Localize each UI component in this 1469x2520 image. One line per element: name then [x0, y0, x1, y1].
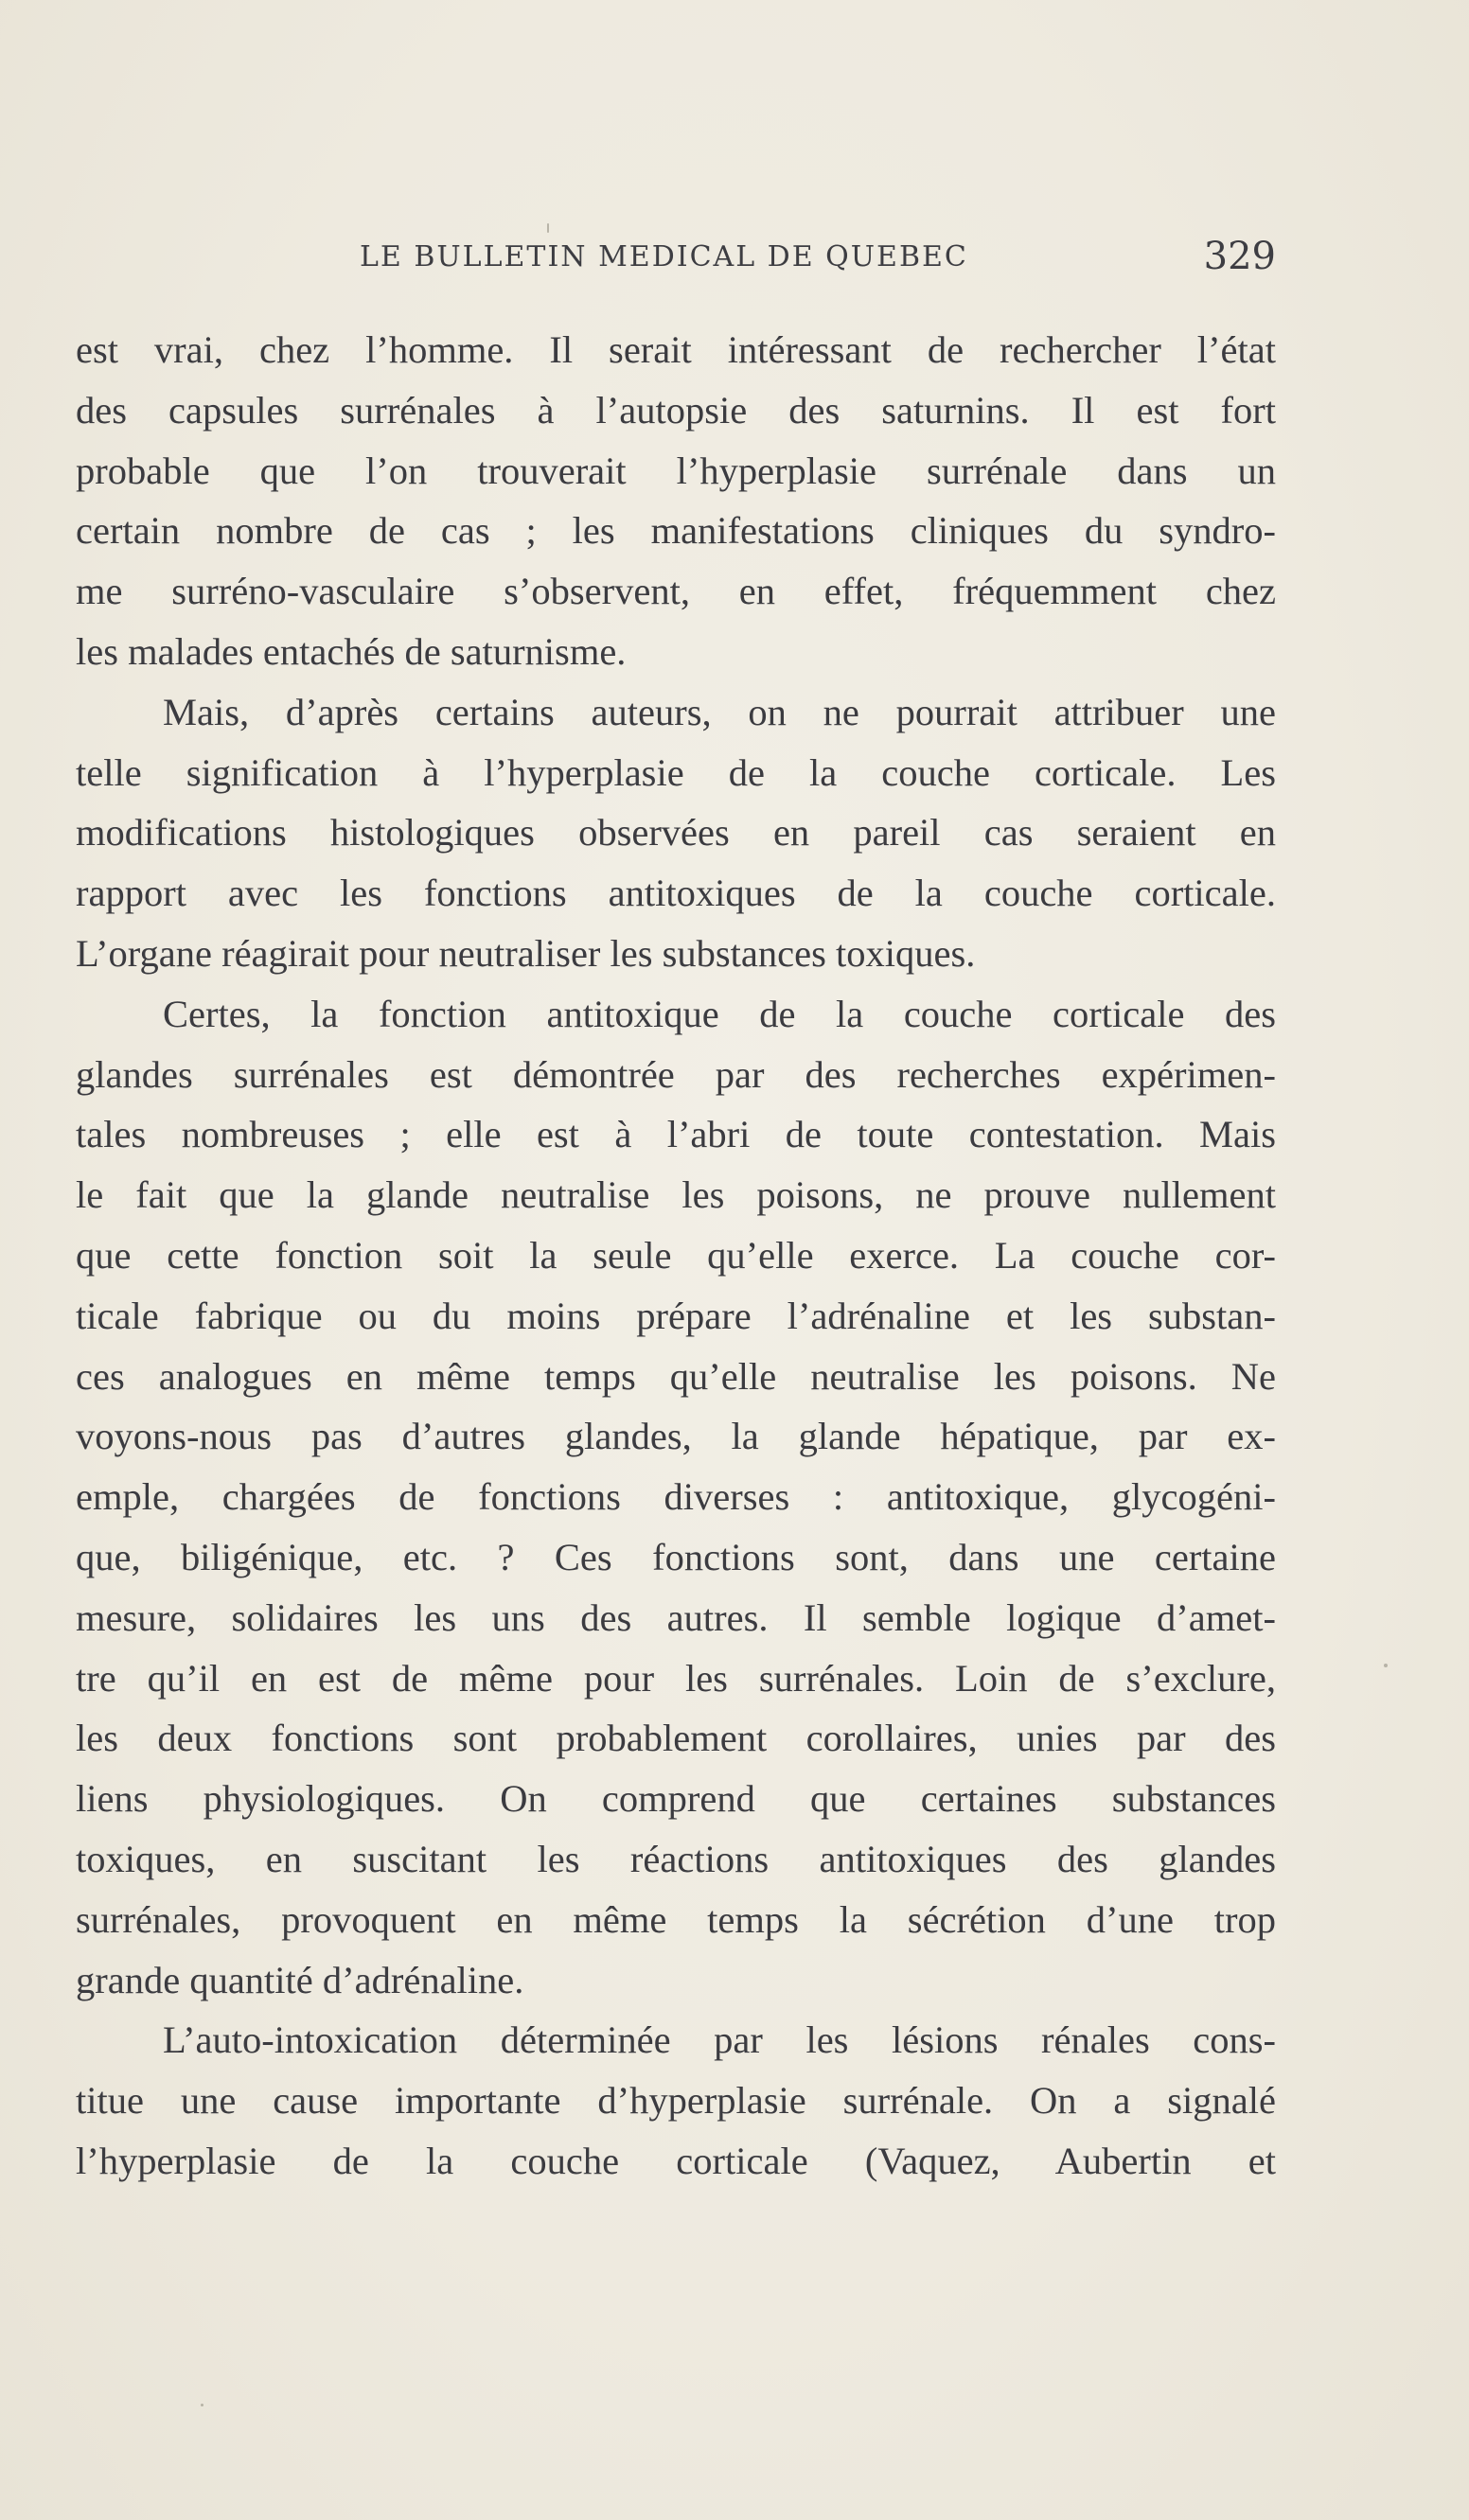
text-line: Certes, la fonction antitoxique de la couche corticale des [163, 992, 1276, 1035]
text-line: liens physiologiques. On comprend que certaines substances [76, 1777, 1276, 1821]
text-line: certain nombre de cas ; les manifestations cliniques du syndro- [76, 509, 1276, 553]
text-line: L’auto-intoxication déterminée par les lésions rénales cons- [163, 2018, 1276, 2062]
text-line: emple, chargées de fonctions diverses : antitoxique, glycogéni- [76, 1475, 1276, 1519]
paper-speck [547, 223, 549, 233]
paragraph-1 [76, 320, 1276, 682]
text-line: titue une cause importante d’hyperplasie surrénale. On a signalé [76, 2079, 1276, 2123]
text-line: probable que l’on trouverait l’hyperplasie surrénale dans un [76, 449, 1276, 492]
text-line: toxiques, en suscitant les réactions antitoxiques des glandes [76, 1837, 1276, 1880]
body-text [76, 320, 1276, 2192]
page-number: 329 [1203, 235, 1276, 278]
text-line: telle signification à l’hyperplasie de la couche corticale. Les [76, 750, 1276, 794]
text-line: glandes surrénales est démontrée par des recherches expérimen- [76, 1052, 1276, 1096]
text-line: L’organe réagirait pour neutraliser les substances toxiques. [76, 931, 976, 975]
text-line: est vrai, chez l’homme. Il serait intéressant de rechercher l’état [76, 328, 1276, 371]
text-line: le fait que la glande neutralise les poisons, ne prouve nullement [76, 1173, 1276, 1217]
text-line: surrénales, provoquent en même temps la sécrétion d’une trop [76, 1897, 1276, 1941]
paragraph-3 [76, 984, 1276, 2011]
text-line: les deux fonctions sont probablement corollaires, unies par des [76, 1717, 1276, 1760]
running-title: LE BULLETIN MEDICAL DE QUEBEC [360, 240, 968, 273]
text-line: les malades entachés de saturnisme. [76, 629, 627, 673]
text-line: Mais, d’après certains auteurs, on ne pourrait attribuer une [163, 690, 1276, 733]
text-line: mesure, solidaires les uns des autres. Il semble logique d’amet- [76, 1595, 1276, 1639]
text-line: me surréno-vasculaire s’observent, en effet, fréquemment chez [76, 570, 1276, 613]
text-line: l’hyperplasie de la couche corticale (Vaquez, Aubertin et [76, 2139, 1276, 2182]
paragraph-2 [76, 682, 1276, 984]
text-line: rapport avec les fonctions antitoxiques de la couche corticale. [76, 872, 1276, 915]
paper-speck [1384, 1664, 1388, 1667]
text-line: modifications histologiques observées en pareil cas seraient en [76, 811, 1276, 855]
page-header [76, 235, 1276, 282]
text-line: que cette fonction soit la seule qu’elle exerce. La couche cor- [76, 1233, 1276, 1277]
text-line: ticale fabrique ou du moins prépare l’adrénaline et les substan- [76, 1294, 1276, 1337]
text-line: tre qu’il en est de même pour les surrénales. Loin de s’exclure, [76, 1656, 1276, 1700]
text-line: voyons-nous pas d’autres glandes, la glande hépatique, par ex- [76, 1415, 1276, 1458]
paper-speck [201, 2404, 204, 2406]
text-line: grande quantité d’adrénaline. [76, 1958, 524, 2001]
text-line: des capsules surrénales à l’autopsie des saturnins. Il est fort [76, 388, 1276, 432]
paragraph-4 [76, 2010, 1276, 2191]
text-line: que, biligénique, etc. ? Ces fonctions sont, dans une certaine [76, 1535, 1276, 1578]
text-line: ces analogues en même temps qu’elle neutralise les poisons. Ne [76, 1354, 1276, 1398]
text-line: tales nombreuses ; elle est à l’abri de toute contestation. Mais [76, 1113, 1276, 1156]
